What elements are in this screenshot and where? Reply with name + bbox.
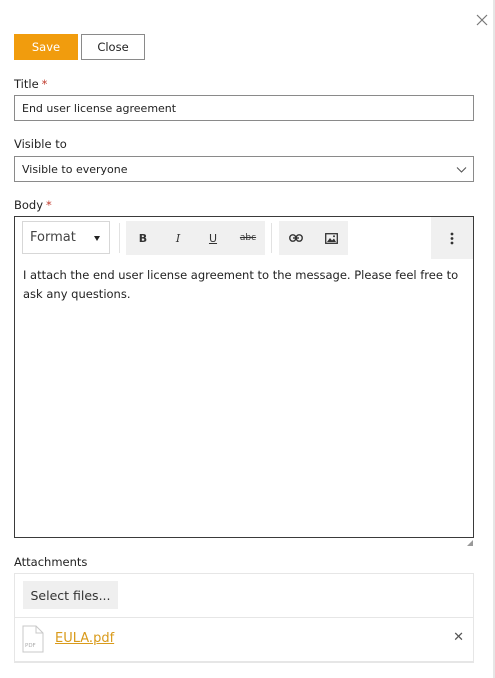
- format-label: Format: [30, 230, 76, 245]
- body-label: [14, 198, 52, 212]
- toolbar-separator: [119, 223, 120, 253]
- close-button[interactable]: Close: [81, 34, 145, 60]
- select-files-button[interactable]: Select files...: [23, 581, 118, 609]
- visible-to-label: Visible to: [14, 137, 67, 151]
- close-panel-icon[interactable]: [475, 13, 491, 29]
- body-content[interactable]: I attach the end user license agreement to the message. Please feel free to ask any questions.: [23, 268, 459, 301]
- image-icon[interactable]: [314, 221, 348, 255]
- attachments-box: [14, 573, 474, 663]
- save-button[interactable]: Save: [14, 34, 78, 60]
- chevron-down-icon: [456, 164, 467, 177]
- pdf-icon-label: PDF: [25, 643, 36, 649]
- required-marker: *: [46, 198, 52, 212]
- underline-button[interactable]: U: [208, 231, 218, 245]
- caret-down-icon: [94, 236, 100, 241]
- visible-to-select[interactable]: [14, 156, 474, 182]
- resize-handle-icon[interactable]: [467, 531, 473, 537]
- toolbar-separator: [271, 223, 272, 253]
- title-input[interactable]: [14, 95, 474, 121]
- rich-text-editor[interactable]: [14, 216, 474, 538]
- bold-button[interactable]: B: [138, 231, 148, 245]
- pdf-file-icon: [22, 625, 44, 657]
- attachments-label: Attachments: [14, 555, 88, 569]
- editor-toolbar: [15, 217, 473, 259]
- visible-to-selected-value: Visible to everyone: [22, 162, 128, 176]
- format-dropdown[interactable]: [22, 221, 110, 254]
- title-label: [14, 77, 47, 91]
- required-marker: *: [41, 77, 48, 91]
- body-label-text: Body: [14, 198, 44, 212]
- remove-attachment-icon[interactable]: ✕: [453, 630, 464, 645]
- link-icon[interactable]: [279, 221, 313, 255]
- strikethrough-button[interactable]: abc: [239, 233, 257, 243]
- more-options-icon[interactable]: [431, 217, 473, 259]
- attachment-file-link[interactable]: EULA.pdf: [55, 631, 115, 646]
- title-label-text: Title: [14, 77, 39, 91]
- attachment-row: [15, 618, 473, 662]
- italic-button[interactable]: I: [175, 231, 181, 245]
- bottom-divider: [14, 661, 474, 663]
- title-input-value: End user license agreement: [22, 101, 177, 115]
